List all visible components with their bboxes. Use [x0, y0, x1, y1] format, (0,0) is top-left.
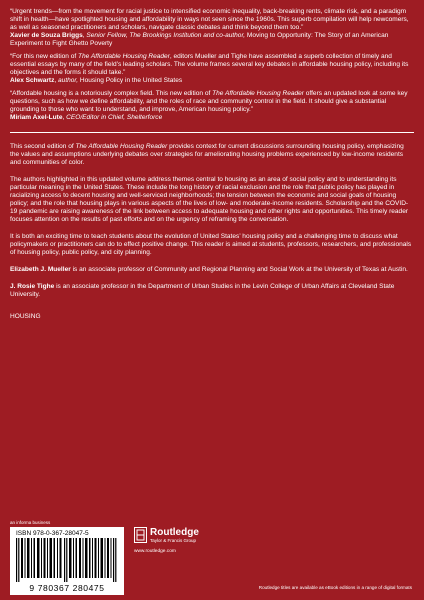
isbn: ISBN 978-0-367-28047-5 — [16, 530, 89, 537]
informa-tagline: an informa business — [10, 520, 51, 525]
publisher-url: www.routledge.com — [134, 549, 176, 554]
description-text: provides context for current discussions surrounding housing policy, emphasizing the values and assumptions underlying debates over strategies for ameliorating housing problems experienced by low-income residents and communities of color. — [10, 143, 404, 166]
quote-role: CEO/Editor in Chief, Shelterforce — [66, 114, 163, 121]
quote-attribution — [10, 114, 414, 122]
publisher-name: Routledge — [150, 527, 199, 538]
description-paragraph: It is both an exciting time to teach students about the evolution of United States’ housing policy and a challenging time to discuss what policymakers or practitioners can do to effect positive change. This reader is aimed at students, professors, researchers, and professionals of housing policy, public policy, and city planning. — [10, 233, 412, 256]
quote-author: Alex Schwartz — [10, 77, 55, 84]
book-title-italic: The Affordable Housing Reader — [212, 90, 304, 97]
quote-text-part: “Affordable housing is a notoriously complex field. This new edition of — [10, 90, 213, 97]
endorsement-quote — [10, 8, 414, 48]
quote-attribution — [10, 77, 414, 85]
quote-work: Housing Policy in the United States — [78, 77, 183, 84]
quote-text: “Urgent trends—from the movement for racial justice to intensified economic inequality, back-breaking rents, climate risk, and a paradigm shift in health—have spotlighted housing and affordability in ways not seen since the 1960s. This superb compilation will help newcomers, as well as seasoned practitioners and scholars, navigate classic debates and think beyond them too.” — [10, 8, 409, 31]
quote-text — [10, 53, 414, 77]
barcode-bars — [16, 538, 118, 582]
attribution-sep: , — [82, 32, 87, 39]
quote-text-part: offers an updated look at some key questions, such as how we define affordability, and the roles of race and community control in the field. It should give a substantial grounding to those who want to understand, and improve, American housing policy.” — [10, 90, 408, 113]
description-paragraph: The authors highlighted in this updated volume address themes central to housing as an area of social policy and to understanding its particular meaning in the United States. These include the long history of racial exclusion and the role that public policy has played in racializing access to decent housing and well-serviced neighborhoods; the tension between the economic and social goals of housing policy; and the role that housing plays in various aspects of the lives of low- and moderate-income residents. Scholarship and the COVID-19 pandemic are raising awareness of the link between access to adequate housing and other rights and opportunities. This timely reader focuses attention on the results of past efforts and on the urgency of reframing the conversation. — [10, 176, 409, 223]
quote-attribution — [10, 32, 414, 48]
editor-bio-text: is an associate professor in the Department of Urban Studies in the Levin College of Urban Affairs at Cleveland State University. — [10, 283, 395, 298]
attribution-sep: , — [62, 114, 67, 121]
editor-bio — [10, 266, 414, 274]
book-title-italic: The Affordable Housing Reader — [78, 53, 170, 60]
quote-text — [10, 90, 414, 114]
publisher-group: Taylor & Francis Group — [150, 538, 197, 543]
endorsement-quote — [10, 90, 414, 122]
quote-role: author, — [58, 77, 79, 84]
endorsement-quote — [10, 53, 414, 85]
editor-bio — [10, 283, 414, 299]
routledge-logo-icon — [134, 527, 147, 543]
quote-text-part: , editors Mueller and Tighe have assembled a superb collection of timely and essential essays by many of the field’s leading scholars. The volume frames several key debates in affordable housing policy, including its objectives and the forms it should take.” — [10, 53, 409, 76]
back-cover-content — [10, 8, 414, 321]
barcode-number: 9 780367 280475 — [29, 583, 105, 593]
barcode — [10, 527, 124, 595]
quote-author: Xavier de Souza Briggs — [10, 32, 83, 39]
quote-role: Senior Fellow, The Brookings Institution and co-author, — [86, 32, 246, 39]
editor-name: J. Rosie Tighe — [10, 283, 55, 290]
ebook-note: Routledge titles are available as eBook editions in a range of digital formats — [258, 585, 412, 590]
editor-bio-text: is an associate professor of Community and Regional Planning and Social Work at the University of Texas at Austin. — [70, 266, 408, 273]
attribution-sep: , — [54, 77, 59, 84]
description-paragraph — [10, 143, 414, 167]
divider — [10, 132, 414, 133]
cover-footer — [10, 520, 414, 596]
editor-name: Elizabeth J. Mueller — [10, 266, 71, 273]
quote-author: Miriam Axel-Lute — [10, 114, 63, 121]
quote-work: Moving to Opportunity: The Story of an American Experiment to Fight Ghetto Poverty — [10, 32, 389, 47]
description-text: This second edition of — [10, 143, 76, 150]
quote-text-part: “For this new edition of — [10, 53, 79, 60]
book-title-italic: The Affordable Housing Reader — [75, 143, 168, 150]
subject-category: HOUSING — [10, 313, 41, 320]
